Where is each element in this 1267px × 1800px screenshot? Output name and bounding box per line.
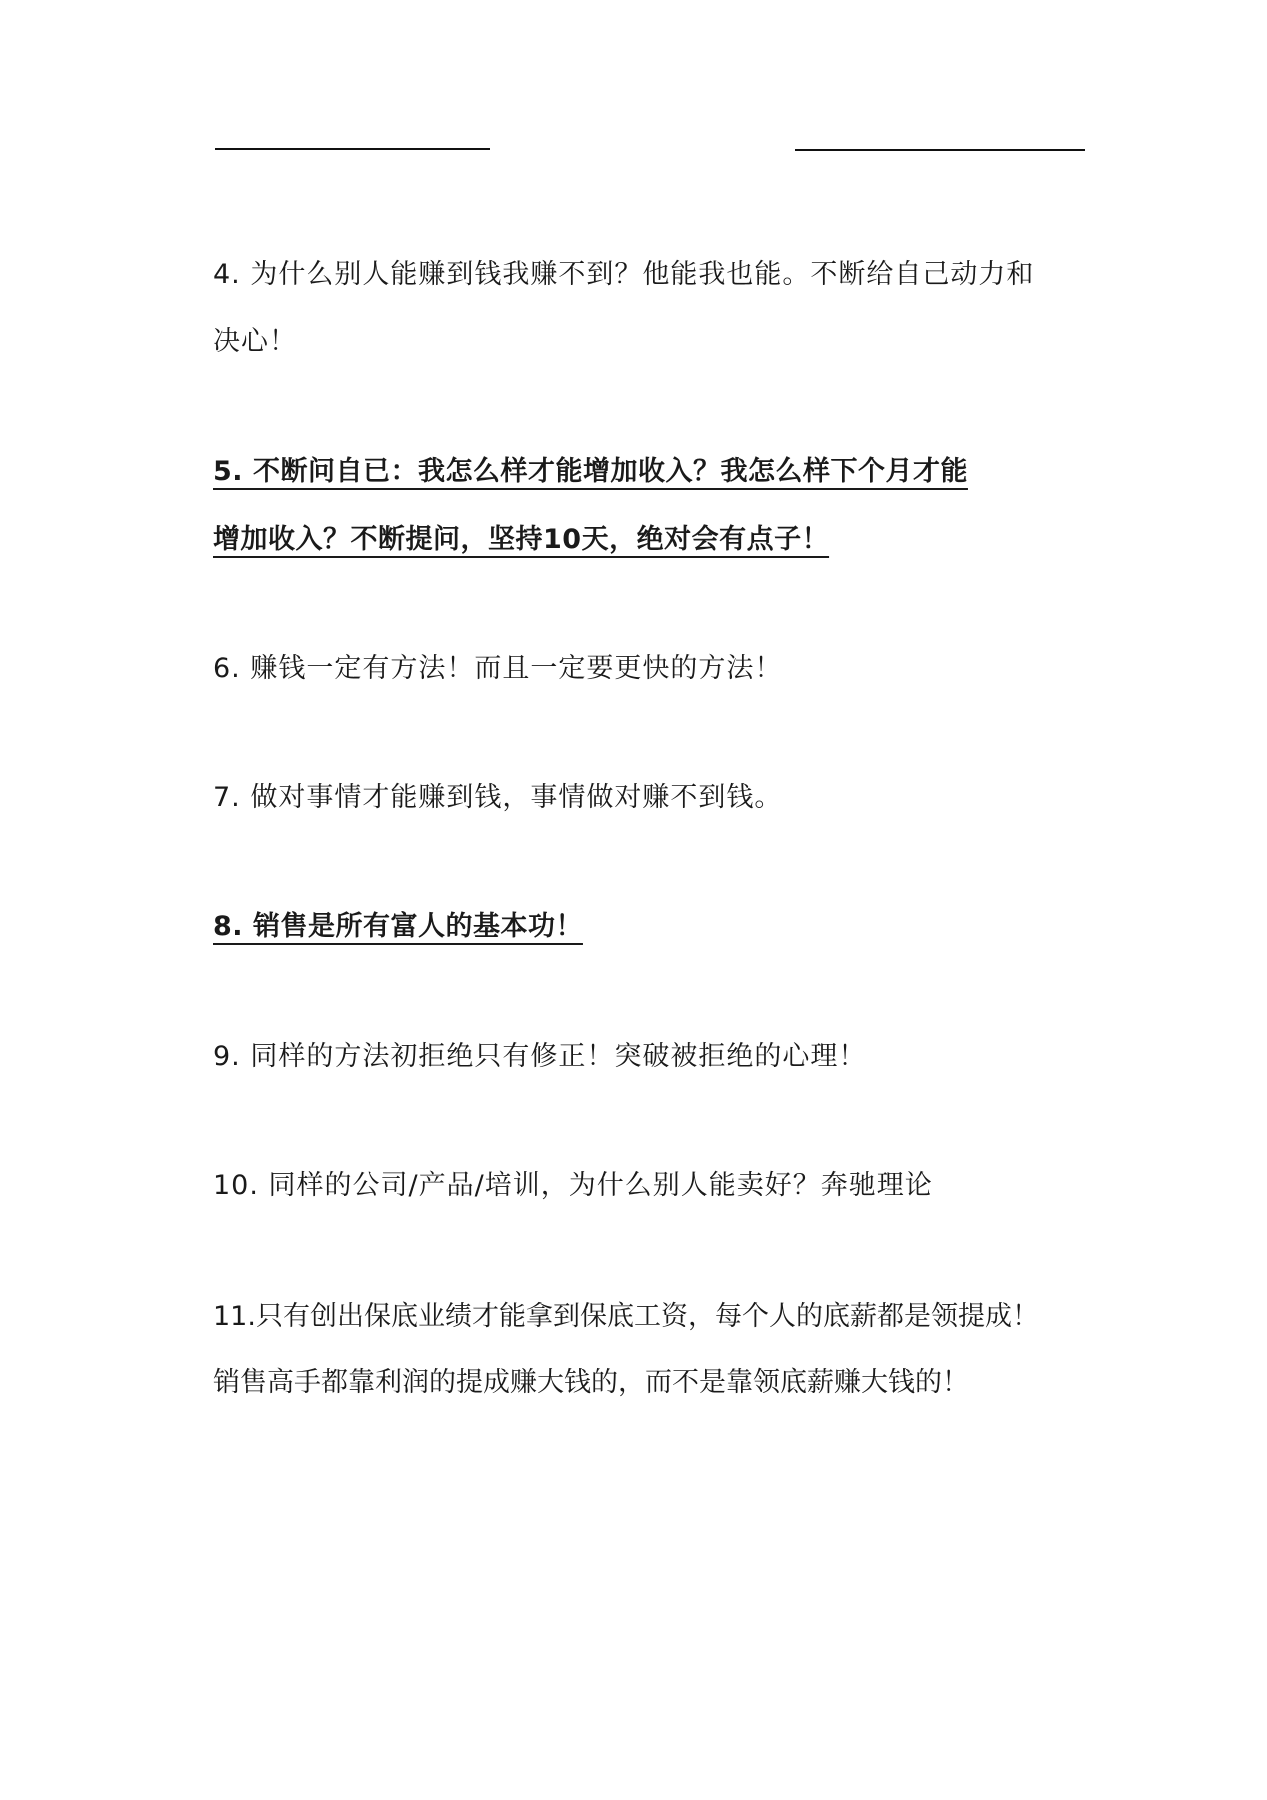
item-4-line-1: 4. 为什么别人能赚到钱我赚不到？他能我也能。不断给自己动力和: [213, 259, 1035, 290]
item-8-line: 8. 销售是所有富人的基本功！: [213, 911, 583, 942]
top-right-rule: [795, 149, 1085, 151]
item-11-line-1: 11.只有创出保底业绩才能拿到保底工资，每个人的底薪都是领提成！: [213, 1301, 1039, 1332]
item-4-line-2: 决心！: [213, 326, 297, 357]
item-11-line-2: 销售高手都靠利润的提成赚大钱的，而不是靠领底薪赚大钱的！: [213, 1367, 969, 1398]
top-left-rule: [215, 148, 490, 150]
item-7-line: 7. 做对事情才能赚到钱，事情做对赚不到钱。: [213, 782, 783, 813]
item-6-line: 6. 赚钱一定有方法！而且一定要更快的方法！: [213, 653, 783, 684]
item-5-line-2: 增加收入？不断提问，坚持10天，绝对会有点子！: [213, 524, 830, 555]
item-9-line: 9. 同样的方法初拒绝只有修正！突破被拒绝的心理！: [213, 1041, 867, 1072]
item-10-line: 10. 同样的公司/产品/培训，为什么别人能卖好？奔驰理论: [213, 1170, 933, 1201]
item-5-line-1: 5. 不断问自已：我怎么样才能增加收入？我怎么样下个月才能: [213, 456, 968, 487]
